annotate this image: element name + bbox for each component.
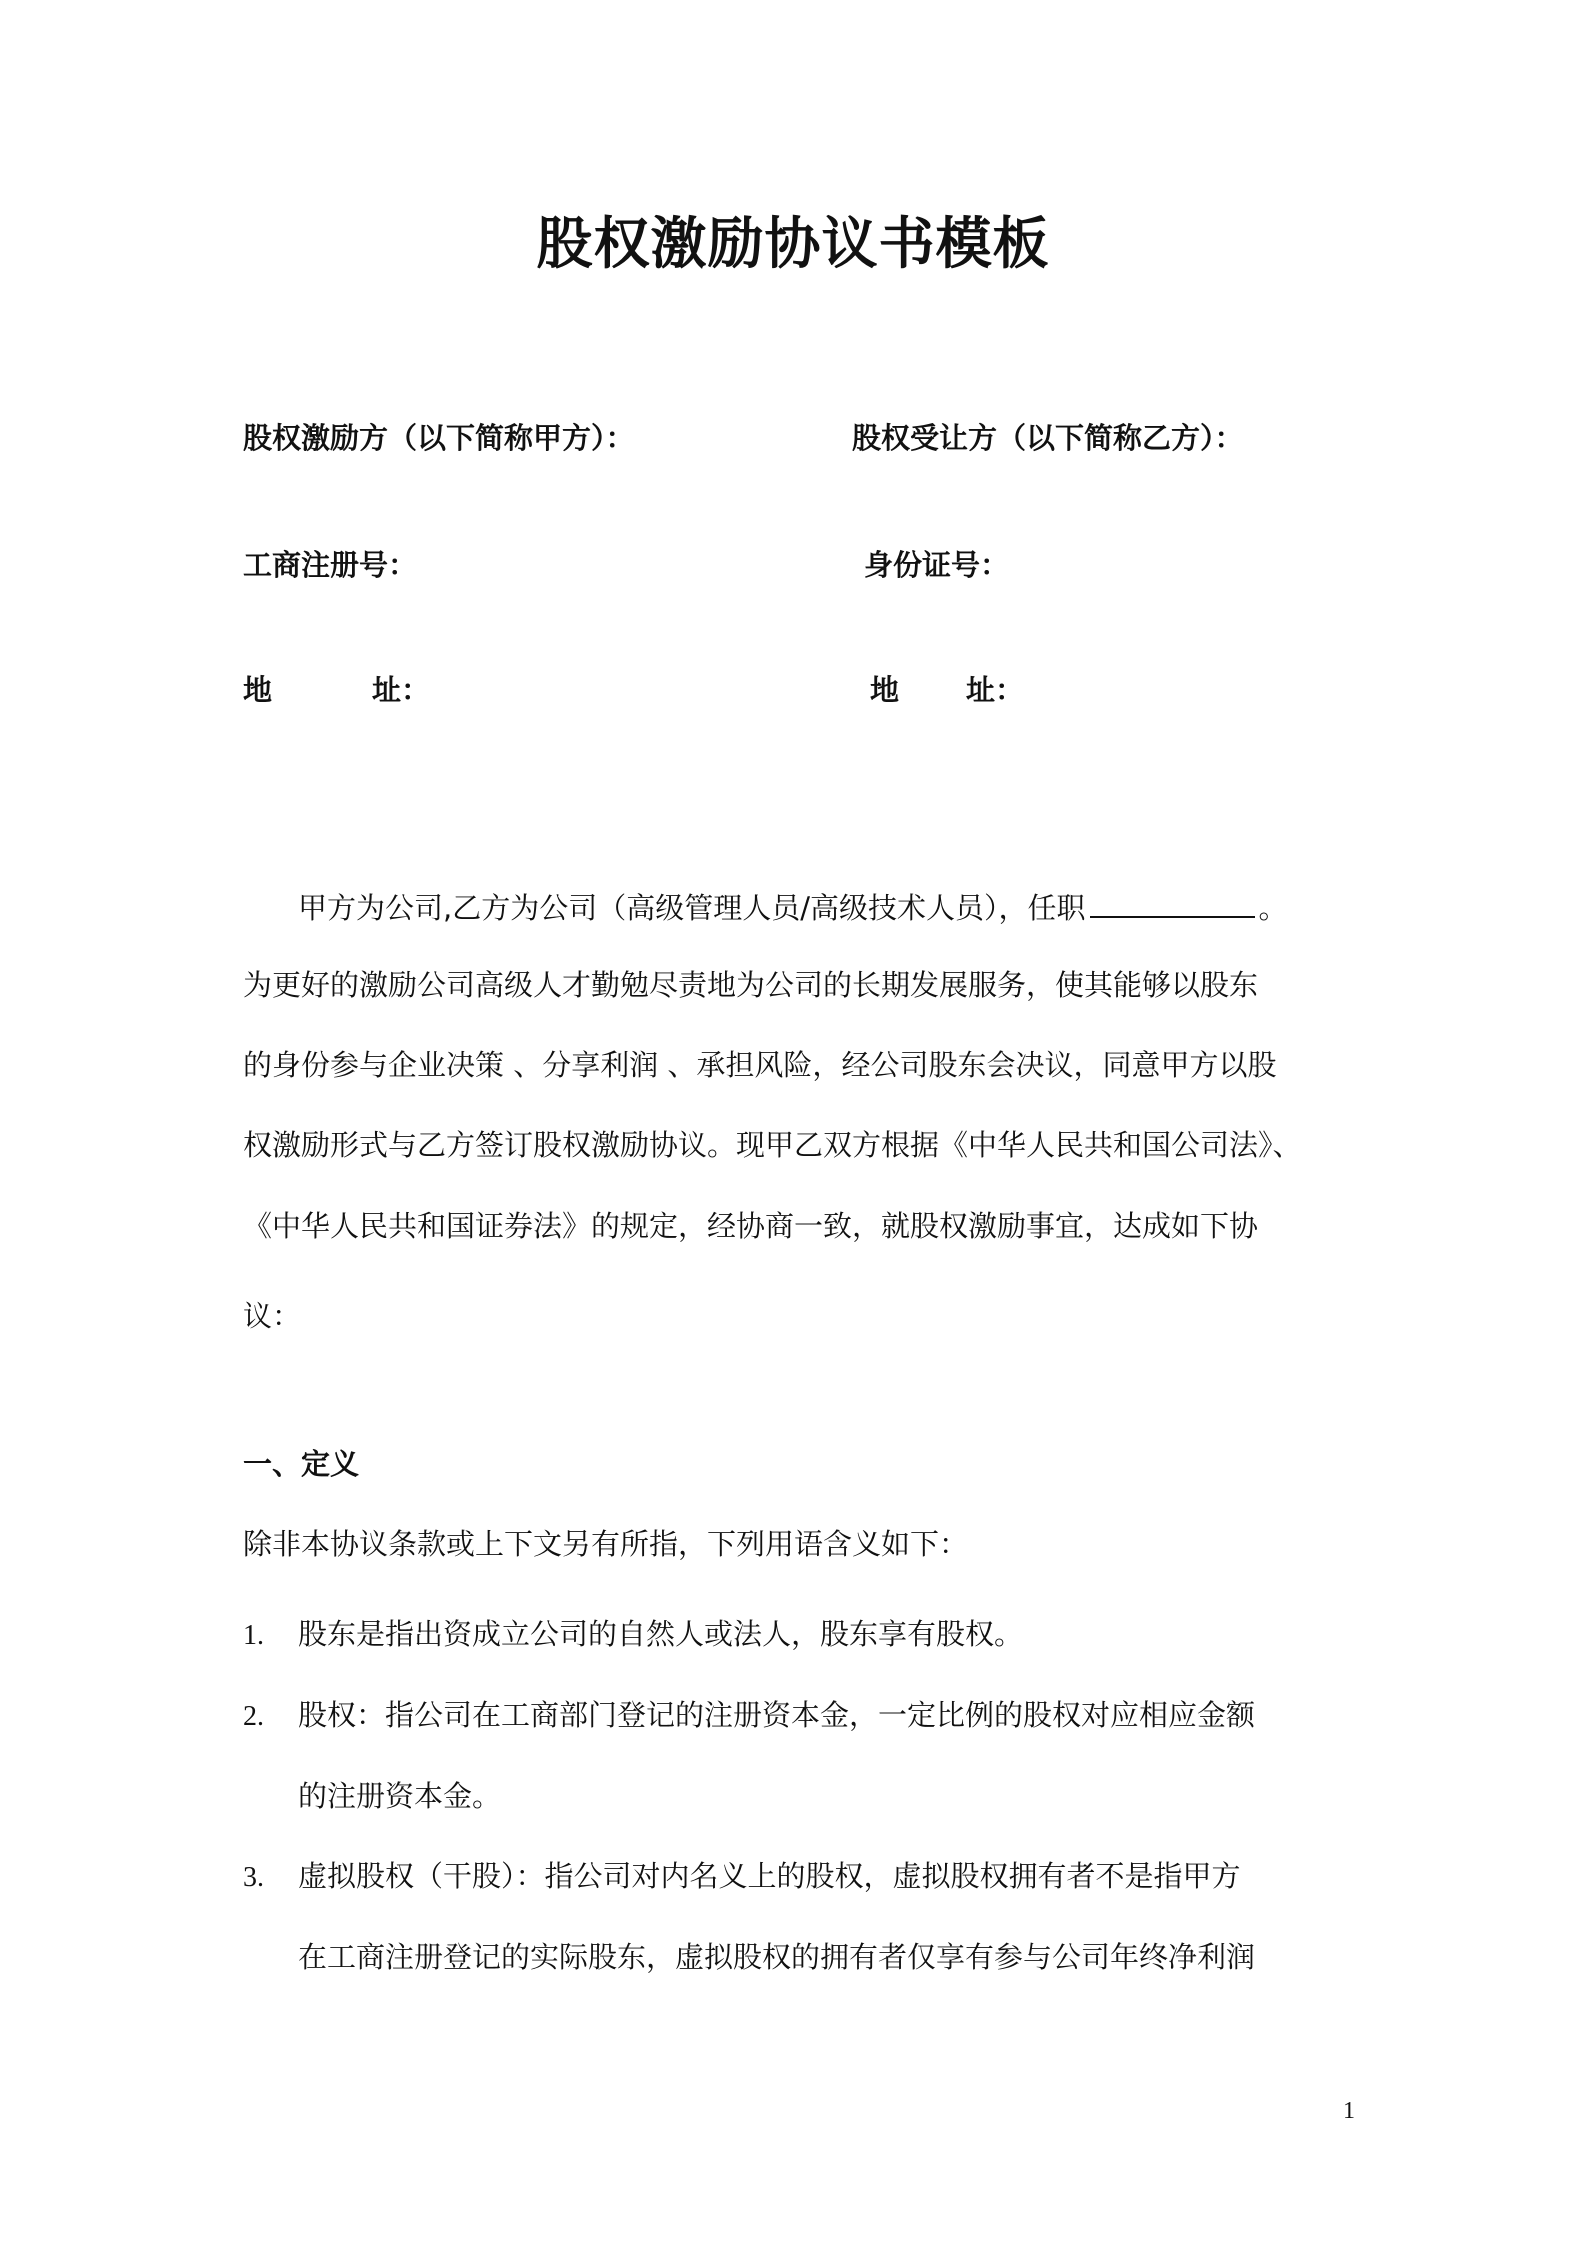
item-3-line-2: 在工商注册登记的实际股东，虚拟股权的拥有者仅享有参与公司年终净利润 — [298, 1940, 1256, 1974]
position-blank — [1090, 886, 1255, 918]
document-title: 股权激励协议书模板 — [536, 212, 1050, 277]
intro-line-6: 议： — [243, 1299, 302, 1333]
party-a-address-label-1: 地 — [243, 673, 273, 707]
item-1-number: 1. — [243, 1620, 264, 1651]
page-number: 1 — [1343, 2098, 1355, 2124]
party-a-address-label-2: 址： — [372, 673, 431, 707]
party-a-label: 股权激励方（以下简称甲方）： — [243, 421, 635, 455]
intro-line-3: 的身份参与企业决策 、分享利润 、承担风险，经公司股东会决议，同意甲方以股 — [243, 1048, 1277, 1082]
item-2-line-1: 股权：指公司在工商部门登记的注册资本金，一定比例的股权对应相应金额 — [298, 1698, 1256, 1732]
intro-line-1-end: 。 — [1258, 891, 1288, 925]
intro-line-4: 权激励形式与乙方签订股权激励协议。现甲乙双方根据《中华人民共和国公司法》、 — [243, 1128, 1302, 1162]
party-b-label: 股权受让方（以下简称乙方）： — [852, 421, 1244, 455]
intro-line-2: 为更好的激励公司高级人才勤勉尽责地为公司的长期发展服务，使其能够以股东 — [243, 968, 1259, 1002]
intro-line-1 — [298, 886, 1418, 928]
party-b-id-label: 身份证号： — [864, 548, 1010, 582]
section-1-lead: 除非本协议条款或上下文另有所指，下列用语含义如下： — [243, 1527, 969, 1561]
intro-line-1-text: 甲方为公司,乙方为公司（高级管理人员/高级技术人员），任职 — [298, 891, 1086, 925]
party-b-address-label-1: 地 — [870, 673, 900, 707]
item-1-line-1: 股东是指出资成立公司的自然人或法人，股东享有股权。 — [298, 1617, 1024, 1651]
party-b-address-label-2: 址： — [966, 673, 1025, 707]
intro-line-5: 《中华人民共和国证券法》的规定，经协商一致，就股权激励事宜，达成如下协 — [243, 1209, 1259, 1243]
item-2-line-2: 的注册资本金。 — [298, 1779, 502, 1813]
item-2-number: 2. — [243, 1701, 264, 1732]
section-1-heading: 一、定义 — [243, 1447, 360, 1481]
item-3-line-1: 虚拟股权（干股）：指公司对内名义上的股权，虚拟股权拥有者不是指甲方 — [298, 1859, 1241, 1893]
party-a-registration-label: 工商注册号： — [243, 548, 418, 582]
item-3-number: 3. — [243, 1862, 264, 1893]
